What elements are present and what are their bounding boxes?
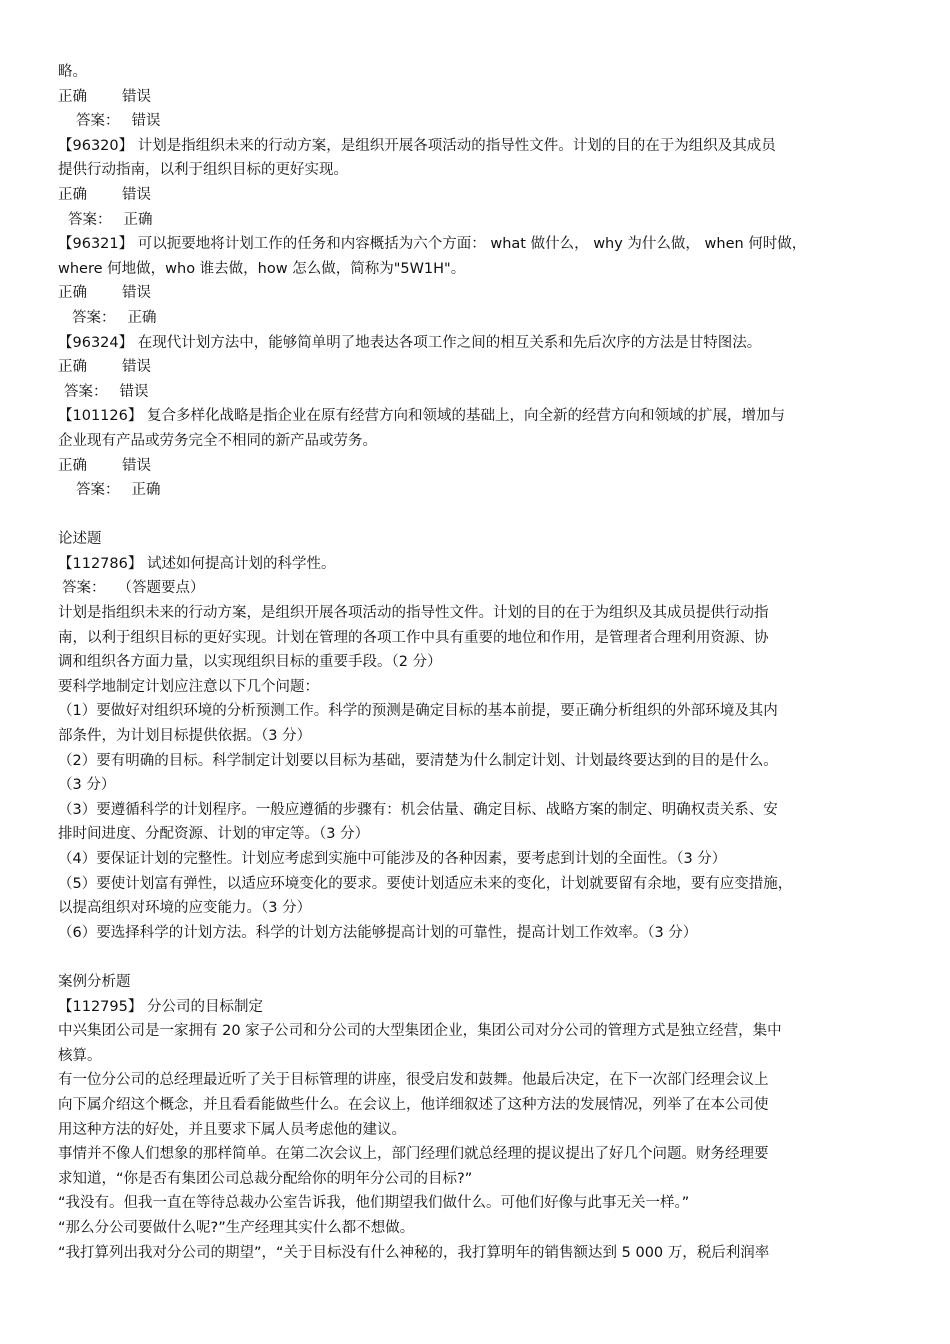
option-correct: 正确: [58, 88, 87, 105]
answer-value: 正确: [123, 211, 153, 228]
essay-answer-line: （1）要做好对组织环境的分析预测工作。科学的预测是确定目标的基本前提，要正确分析组织的外部环境及其内: [58, 703, 778, 720]
case-text-line: 用这种方法的好处，并且要求下属人员考虑他的建议。: [58, 1121, 406, 1138]
essay-answer-line: （5）要使计划富有弹性，以适应环境变化的要求。要使计划适应未来的变化，计划就要留有余地，要有应变措施，: [58, 875, 793, 892]
option-wrong: 错误: [122, 457, 151, 474]
question-id: 【112795】: [58, 998, 143, 1015]
section-title-essay: 论述题: [58, 531, 102, 548]
answer-line: [58, 478, 898, 503]
essay-answer-line: （3 分）: [58, 777, 116, 794]
true-false-options: [58, 355, 898, 380]
question-112795: [58, 995, 898, 1020]
question-101126: [58, 404, 898, 429]
question-id: 【96321】: [58, 236, 134, 253]
case-text-line: “那么分公司要做什么呢?”生产经理其实什么都不想做。: [58, 1219, 415, 1236]
case-text-line: 核算。: [58, 1047, 102, 1064]
question-fragment: 略。: [58, 64, 87, 80]
question-text: 在现代计划方法中，能够简单明了地表达各项工作之间的相互关系和先后次序的方法是甘特图法。: [137, 334, 762, 351]
answer-label: 答案：: [64, 383, 108, 400]
question-id: 【101126】: [58, 408, 143, 425]
essay-answer-line: （3）要遵循科学的计划程序。一般应遵循的步骤有：机会估量、确定目标、战略方案的制定、明确权责关系、安: [58, 801, 778, 818]
question-96321: [58, 232, 898, 257]
case-text-line: 中兴集团公司是一家拥有 20 家子公司和分公司的大型集团企业，集团公司对分公司的管理方式是独立经营，集中: [58, 1023, 782, 1040]
essay-answer-line: 排时间进度、分配资源、计划的审定等。（3 分）: [58, 826, 370, 843]
answer-line: [58, 576, 898, 601]
answer-hint: （答题要点）: [117, 580, 205, 597]
question-text: 复合多样化战略是指企业在原有经营方向和领域的基础上，向全新的经营方向和领域的扩展，增加与: [146, 408, 785, 425]
case-text-line: 求知道，“你是否有集团公司总裁分配给你的明年分公司的目标?”: [58, 1170, 473, 1187]
essay-answer-line: 计划是指组织未来的行动方案，是组织开展各项活动的指导性文件。计划的目的在于为组织及其成员提供行动指: [58, 605, 769, 622]
case-text-line: “我没有。但我一直在等待总裁办公室告诉我，他们期望我们做什么。可他们好像与此事无关一样。”: [58, 1195, 690, 1212]
option-wrong: 错误: [122, 88, 151, 105]
essay-answer-line: 以提高组织对环境的应变能力。（3 分）: [58, 900, 312, 917]
answer-label: 答案：: [72, 309, 116, 326]
true-false-options: [58, 454, 898, 479]
answer-value: 错误: [131, 113, 161, 130]
question-id: 【96320】: [58, 137, 134, 154]
question-96324: [58, 331, 898, 356]
case-title: 分公司的目标制定: [146, 998, 263, 1015]
option-correct: 正确: [58, 186, 87, 203]
essay-answer-line: 部条件，为计划目标提供依据。（3 分）: [58, 728, 312, 745]
case-text-line: 事情并不像人们想象的那样简单。在第二次会议上，部门经理们就总经理的提议提出了好几个问题。财务经理要: [58, 1146, 769, 1163]
answer-value: 正确: [127, 309, 157, 326]
answer-line: [58, 208, 898, 233]
essay-answer-line: 调和组织各方面力量，以实现组织目标的重要手段。（2 分）: [58, 654, 442, 671]
case-text-line: 向下属介绍这个概念，并且看看能做些什么。在会议上，他详细叙述了这种方法的发展情况，列举了在本公司使: [58, 1096, 769, 1113]
option-wrong: 错误: [122, 285, 151, 302]
answer-line: [58, 306, 898, 331]
case-text-line: “我打算列出我对分公司的期望”，“关于目标没有什么神秘的，我打算明年的销售额达到 5 000 万，税后利润率: [58, 1244, 770, 1261]
question-id: 【96324】: [58, 334, 134, 351]
question-id: 【112786】: [58, 555, 143, 572]
essay-answer-line: （2）要有明确的目标。科学制定计划要以目标为基础，要清楚为什么制定计划、计划最终要达到的目的是什么。: [58, 752, 778, 769]
question-text: 计划是指组织未来的行动方案，是组织开展各项活动的指导性文件。计划的目的在于为组织及其成员: [137, 137, 776, 154]
option-wrong: 错误: [122, 186, 151, 203]
true-false-options: [58, 85, 898, 110]
option-wrong: 错误: [122, 359, 151, 376]
true-false-options: [58, 281, 898, 306]
answer-value: 正确: [131, 482, 161, 499]
essay-answer-line: 要科学地制定计划应注意以下几个问题：: [58, 678, 319, 695]
option-correct: 正确: [58, 285, 87, 302]
question-text-continued: where 何地做，who 谁去做，how 怎么做，简称为"5W1H"。: [58, 260, 466, 277]
spacer: [58, 503, 898, 528]
answer-line: [58, 109, 898, 134]
section-title-case: 案例分析题: [58, 973, 131, 990]
question-96320: [58, 134, 898, 159]
answer-label: 答案：: [68, 211, 112, 228]
question-text: 试述如何提高计划的科学性。: [146, 555, 336, 572]
answer-label: 答案：: [62, 580, 106, 597]
answer-label: 答案：: [76, 113, 120, 130]
option-correct: 正确: [58, 359, 87, 376]
true-false-options: [58, 183, 898, 208]
question-text: 可以扼要地将计划工作的任务和内容概括为六个方面： what 做什么， why 为什么做， when 何时做，: [137, 236, 807, 253]
essay-answer-line: （4）要保证计划的完整性。计划应考虑到实施中可能涉及的各种因素，要考虑到计划的全面性。（3 分）: [58, 851, 727, 867]
answer-value: 错误: [119, 383, 149, 400]
case-text-line: 有一位分公司的总经理最近听了关于目标管理的讲座，很受启发和鼓舞。他最后决定，在下一次部门经理会议上: [58, 1072, 769, 1089]
essay-answer-line: 南，以利于组织目标的更好实现。计划在管理的各项工作中具有重要的地位和作用，是管理者合理利用资源、协: [58, 629, 769, 646]
question-112786: [58, 552, 898, 577]
question-text-continued: 提供行动指南，以利于组织目标的更好实现。: [58, 162, 348, 179]
answer-line: [58, 380, 898, 405]
answer-label: 答案：: [76, 482, 120, 499]
question-text-continued: 企业现有产品或劳务完全不相同的新产品或劳务。: [58, 432, 377, 449]
spacer: [58, 945, 898, 970]
essay-answer-line: （6）要选择科学的计划方法。科学的计划方法能够提高计划的可靠性，提高计划工作效率。（3 分）: [58, 924, 698, 941]
option-correct: 正确: [58, 457, 87, 474]
